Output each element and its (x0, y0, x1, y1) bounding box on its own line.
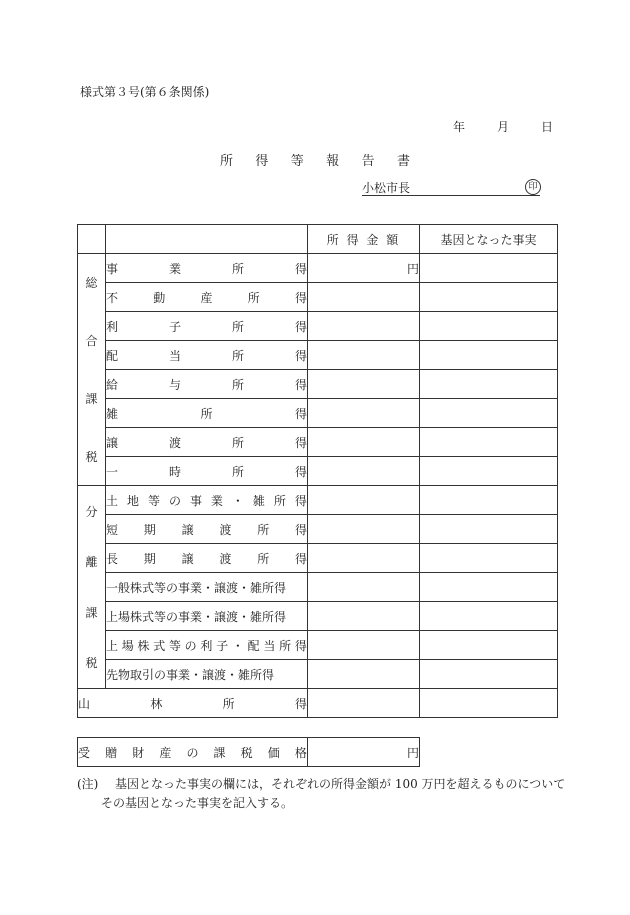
title-char: 報 (326, 154, 340, 169)
income-type-char: 配 (247, 638, 260, 653)
cause-cell[interactable] (420, 312, 558, 341)
income-type-char: 所 (257, 551, 270, 566)
income-amount-cell[interactable] (308, 689, 420, 718)
gift-label-char: 課 (213, 745, 226, 760)
cause-cell[interactable] (420, 283, 558, 312)
cause-cell[interactable] (420, 370, 558, 399)
general-taxation-group-char: 合 (85, 334, 98, 349)
income-type-char: 上 (106, 638, 119, 653)
income-type-label (106, 573, 308, 602)
income-type-char: 長 (106, 551, 119, 566)
income-type-label (106, 399, 308, 428)
gift-label-char: 税 (240, 745, 253, 760)
income-type-char: 期 (143, 522, 156, 537)
income-type-label (106, 370, 308, 399)
income-amount-cell[interactable] (308, 341, 420, 370)
income-type-label (106, 631, 308, 660)
table-row (78, 283, 558, 312)
gift-label-char: 価 (267, 745, 280, 760)
table-row (78, 457, 558, 486)
table-row (78, 428, 558, 457)
date-month-label: 月 (496, 120, 509, 134)
title-char: 得 (255, 154, 269, 169)
income-type-char: 給 (106, 377, 119, 392)
income-type-char: 得 (294, 348, 307, 363)
income-type-char: 場 (121, 638, 134, 653)
income-amount-cell[interactable] (308, 370, 420, 399)
header-blank-1 (78, 225, 106, 254)
gift-label (78, 738, 308, 767)
income-type-label (106, 428, 308, 457)
income-type-char: 短 (106, 522, 119, 537)
income-amount-cell[interactable] (308, 544, 420, 573)
income-amount-cell[interactable] (308, 660, 420, 689)
gift-table (77, 737, 420, 767)
header-cause: 基因となった事実 (420, 225, 558, 254)
general-taxation-group-char: 税 (85, 449, 98, 464)
table-row (78, 573, 558, 602)
income-type-char: 所 (231, 435, 244, 450)
income-amount-cell[interactable] (308, 399, 420, 428)
income-type-char: 当 (168, 348, 181, 363)
date-day-label: 日 (540, 120, 553, 134)
income-type-label (106, 254, 308, 283)
income-type-char: 利 (106, 319, 119, 334)
income-type-char: 所 (279, 638, 292, 653)
note (77, 775, 577, 813)
table-row (78, 254, 558, 283)
income-type-label (106, 457, 308, 486)
table-row (78, 370, 558, 399)
gift-yen-unit: 円 (406, 745, 419, 760)
income-type-char: 子 (216, 638, 229, 653)
income-type-char: 得 (294, 551, 307, 566)
gift-label-char: 受 (78, 745, 91, 760)
income-type-char: 与 (168, 377, 181, 392)
title-char: 書 (396, 154, 410, 169)
cause-cell[interactable] (420, 515, 558, 544)
income-type-char: 所 (231, 319, 244, 334)
income-type-char: 得 (294, 464, 307, 479)
income-amount-cell[interactable] (308, 254, 420, 283)
title-char: 等 (290, 154, 304, 169)
income-type-char: 当 (263, 638, 276, 653)
general-taxation-group-label (78, 254, 106, 486)
income-amount-cell[interactable] (308, 486, 420, 515)
income-type-char: 業 (210, 493, 223, 508)
income-type-char: 一 (106, 464, 119, 479)
table-row (78, 602, 558, 631)
income-amount-cell[interactable] (308, 312, 420, 341)
income-type-char: 得 (294, 290, 307, 305)
income-type-label (106, 602, 308, 631)
cause-cell[interactable] (420, 341, 558, 370)
note-line-2: その基因となった事実を記入する。 (101, 796, 294, 810)
income-type-char: の (184, 638, 197, 653)
income-type-label (106, 660, 308, 689)
income-type-char: 渡 (219, 551, 232, 566)
header-income-amount: 所 得 金 額 (308, 225, 420, 254)
income-type-char: 期 (143, 551, 156, 566)
gift-label-char: の (186, 745, 199, 760)
gift-label-char: 産 (159, 745, 172, 760)
table-row (78, 515, 558, 544)
forest-income-char: 山 (78, 696, 91, 711)
date-year-label: 年 (453, 120, 466, 134)
table-row (78, 341, 558, 370)
income-type-char: 渡 (219, 522, 232, 537)
income-type-label (106, 544, 308, 573)
income-type-char: 利 (200, 638, 213, 653)
separate-taxation-group-char: 分 (85, 504, 98, 519)
cause-cell[interactable] (420, 428, 558, 457)
form-number: 様式第３号(第６条関係) (80, 85, 210, 99)
income-type-char: 等 (147, 493, 160, 508)
income-amount-cell[interactable] (308, 515, 420, 544)
addressee: 小松市長 (362, 179, 540, 196)
income-type-char: 業 (168, 261, 181, 276)
income-table (77, 224, 558, 718)
income-type-char: 所 (231, 348, 244, 363)
separate-taxation-group-char: 税 (85, 656, 98, 671)
income-amount-cell[interactable] (308, 573, 420, 602)
income-type-label (106, 486, 308, 515)
separate-taxation-group-char: 離 (85, 555, 98, 570)
income-type-char: 上場株式等の事業・譲渡・雑所得 (106, 609, 287, 624)
document-title (220, 150, 410, 169)
cause-cell[interactable] (420, 602, 558, 631)
forest-income-row (78, 689, 558, 718)
income-type-char: 得 (294, 435, 307, 450)
cause-cell[interactable] (420, 660, 558, 689)
forest-income-label (78, 689, 308, 718)
income-type-label (106, 341, 308, 370)
forest-income-char: 得 (294, 696, 307, 711)
note-line-1: 基因となった事実の欄には，それぞれの所得金額が 100 万円を超えるものについて (115, 777, 566, 791)
income-type-char: 土 (106, 493, 119, 508)
table-row (78, 486, 558, 515)
general-taxation-group-char: 総 (85, 276, 98, 291)
title-char: 所 (220, 154, 234, 169)
income-type-char: 得 (294, 406, 307, 421)
table-row (78, 399, 558, 428)
income-type-char: 事 (189, 493, 202, 508)
gift-label-char: 格 (294, 745, 307, 760)
income-amount-cell[interactable] (308, 631, 420, 660)
cause-cell[interactable] (420, 399, 558, 428)
income-type-char: 所 (200, 406, 213, 421)
income-type-char: 所 (231, 464, 244, 479)
title-char: 告 (361, 154, 375, 169)
income-type-char: 所 (231, 261, 244, 276)
income-type-char: 一般株式等の事業・譲渡・雑所得 (106, 580, 287, 595)
cause-cell[interactable] (420, 457, 558, 486)
income-type-char: 所 (273, 493, 286, 508)
table-header-row (78, 225, 558, 254)
income-type-char: 得 (294, 493, 307, 508)
date-line (453, 118, 553, 135)
income-type-char: の (168, 493, 181, 508)
general-taxation-group-char: 課 (85, 391, 98, 406)
income-type-char: 不 (106, 290, 119, 305)
income-type-char: ・ (231, 493, 244, 508)
income-type-char: 雑 (252, 493, 265, 508)
income-type-char: 動 (153, 290, 166, 305)
table-row (78, 631, 558, 660)
note-mark: (注) (77, 777, 99, 791)
income-type-char: 得 (294, 377, 307, 392)
income-type-char: 譲 (106, 435, 119, 450)
income-amount-cell[interactable] (308, 602, 420, 631)
income-type-char: ・ (231, 638, 244, 653)
income-type-char: 所 (257, 522, 270, 537)
income-amount-cell[interactable] (308, 283, 420, 312)
income-type-char: 所 (231, 377, 244, 392)
income-type-char: 等 (168, 638, 181, 653)
table-row (78, 312, 558, 341)
income-type-char: 雑 (106, 406, 119, 421)
gift-label-char: 財 (132, 745, 145, 760)
cause-cell[interactable] (420, 573, 558, 602)
gift-row (78, 738, 420, 767)
income-type-char: 先物取引の事業・譲渡・雑所得 (106, 667, 275, 682)
income-type-label (106, 312, 308, 341)
income-type-char: 譲 (181, 522, 194, 537)
cause-cell[interactable] (420, 689, 558, 718)
yen-unit: 円 (406, 261, 419, 276)
income-type-label (106, 283, 308, 312)
income-type-char: 渡 (168, 435, 181, 450)
table-row (78, 544, 558, 573)
income-type-char: 時 (168, 464, 181, 479)
header-blank-2 (106, 225, 308, 254)
gift-label-char: 贈 (105, 745, 118, 760)
forest-income-char: 林 (150, 696, 163, 711)
income-type-char: 事 (106, 261, 119, 276)
income-type-char: 地 (126, 493, 139, 508)
separate-taxation-group-char: 課 (85, 605, 98, 620)
income-type-char: 配 (106, 348, 119, 363)
income-type-char: 所 (247, 290, 260, 305)
income-type-char: 株 (137, 638, 150, 653)
income-amount-cell[interactable] (308, 457, 420, 486)
table-row (78, 660, 558, 689)
income-type-char: 得 (294, 638, 307, 653)
income-type-char: 得 (294, 522, 307, 537)
forest-income-char: 所 (222, 696, 235, 711)
cause-cell[interactable] (420, 254, 558, 283)
cause-cell[interactable] (420, 544, 558, 573)
cause-cell[interactable] (420, 631, 558, 660)
income-type-char: 得 (294, 319, 307, 334)
income-type-label (106, 515, 308, 544)
income-type-char: 子 (168, 319, 181, 334)
seal-mark: 印 (525, 179, 541, 195)
income-type-char: 譲 (181, 551, 194, 566)
income-type-char: 得 (294, 261, 307, 276)
separate-taxation-group-label (78, 486, 106, 689)
income-amount-cell[interactable] (308, 428, 420, 457)
income-table-body (78, 225, 558, 718)
gift-amount-cell[interactable] (308, 738, 420, 767)
cause-cell[interactable] (420, 486, 558, 515)
income-type-char: 産 (200, 290, 213, 305)
income-type-char: 式 (153, 638, 166, 653)
